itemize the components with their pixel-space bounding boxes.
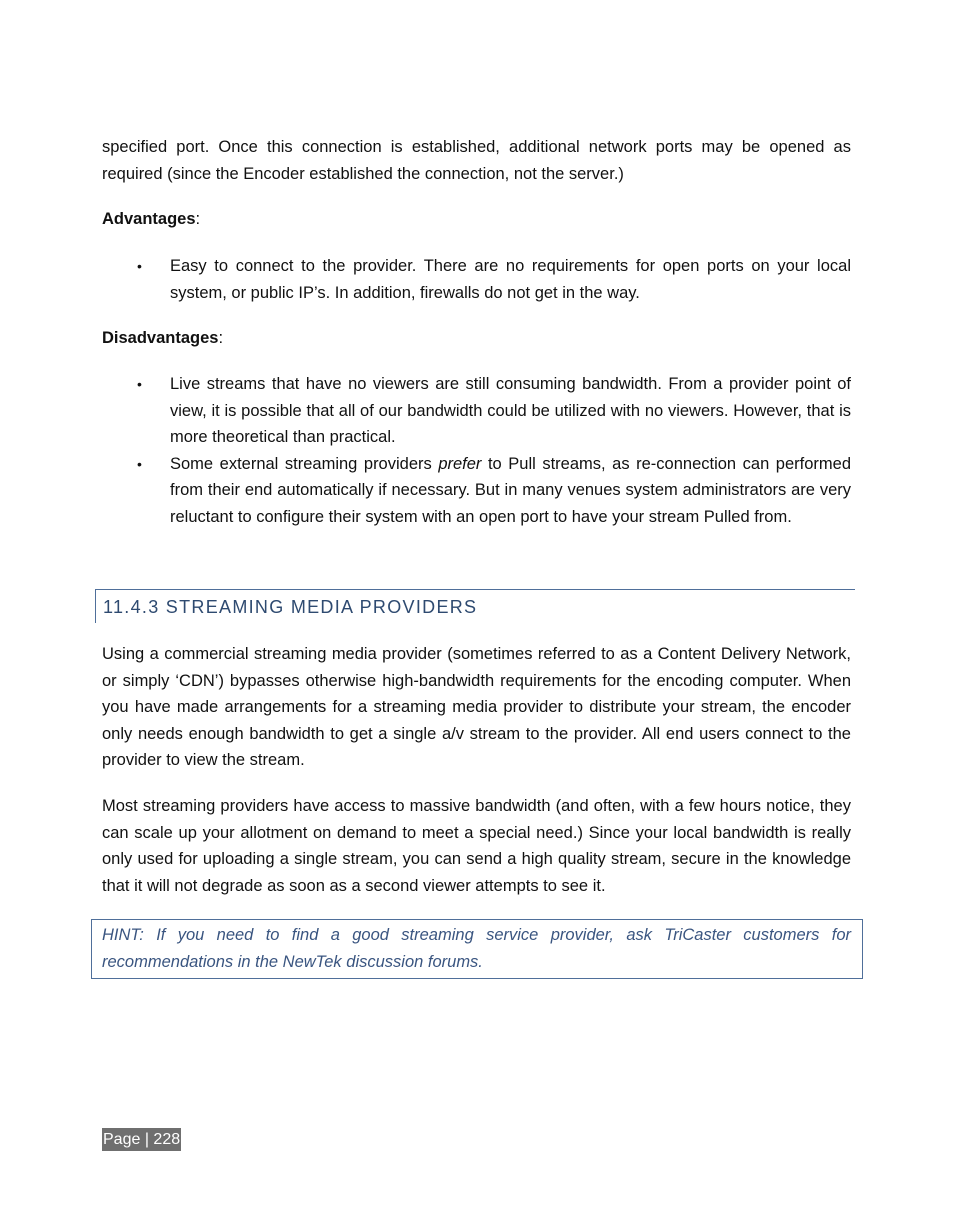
section-heading-frame	[95, 589, 855, 623]
disadvantage-text-end: to Pull streams, as re-connection can performed from their end automatically if necessary. But in many venues system administrators are very reluctant to configure their system with an open port to have your stream Pulled from.	[170, 454, 851, 526]
disadvantages-heading	[102, 325, 223, 351]
section-paragraph-2	[102, 793, 851, 899]
paragraph-text: Using a commercial streaming media provider (sometimes referred to as a Content Delivery Network, or simply ‘CDN’) bypasses otherwise high-bandwidth requirements for the encoding computer. When you have made arrangements for a streaming media provider to distribute your stream, the encoder only needs enough bandwidth to get a single a/v stream to the provider. All end users connect to the provider to view the stream.	[102, 645, 851, 769]
bullet-icon: •	[137, 455, 142, 472]
disadvantage-text-start: Some external streaming providers	[170, 454, 439, 473]
advantages-heading	[102, 206, 200, 232]
hint-box	[91, 919, 863, 979]
advantages-list	[102, 253, 851, 306]
list-item	[102, 253, 851, 306]
advantages-colon: :	[195, 210, 201, 228]
section-paragraph-1	[102, 641, 851, 774]
bullet-icon: •	[137, 376, 142, 392]
advantage-text: Easy to connect to the provider. There are no requirements for open ports on your local system, or public IP’s. In addition, firewalls do not get in the way.	[170, 257, 851, 302]
bullet-icon: •	[137, 258, 142, 274]
disadvantage-text: Live streams that have no viewers are still consuming bandwidth. From a provider point of view, it is possible that all of our bandwidth could be utilized with no viewers. However, that is more theoretical than practical.	[170, 375, 851, 446]
intro-paragraph	[102, 134, 851, 187]
hint-text: HINT: If you need to find a good streaming service provider, ask TriCaster customers for recommendations in the NewTek discussion forums.	[102, 926, 851, 971]
disadvantages-list	[102, 371, 851, 530]
paragraph-text: Most streaming providers have access to massive bandwidth (and often, with a few hours notice, they can scale up your allotment on demand to meet a special need.) Since your local bandwidth is really only used for uploading a single stream, you can send a high quality stream, secure in the knowledge that it will not degrade as soon as a second viewer attempts to see it.	[102, 797, 851, 895]
list-item	[102, 451, 851, 531]
advantages-label: Advantages	[102, 210, 196, 228]
intro-text: specified port. Once this connection is established, additional network ports may be opened as required (since the Encoder established the connection, not the server.)	[102, 138, 851, 183]
disadvantages-label: Disadvantages	[102, 329, 219, 347]
list-item	[102, 371, 851, 451]
disadvantages-colon: :	[218, 329, 224, 347]
page-number-label: Page | 228	[102, 1128, 181, 1151]
section-heading: 11.4.3 STREAMING MEDIA PROVIDERS	[103, 597, 478, 617]
emphasis-word: prefer	[438, 454, 482, 473]
